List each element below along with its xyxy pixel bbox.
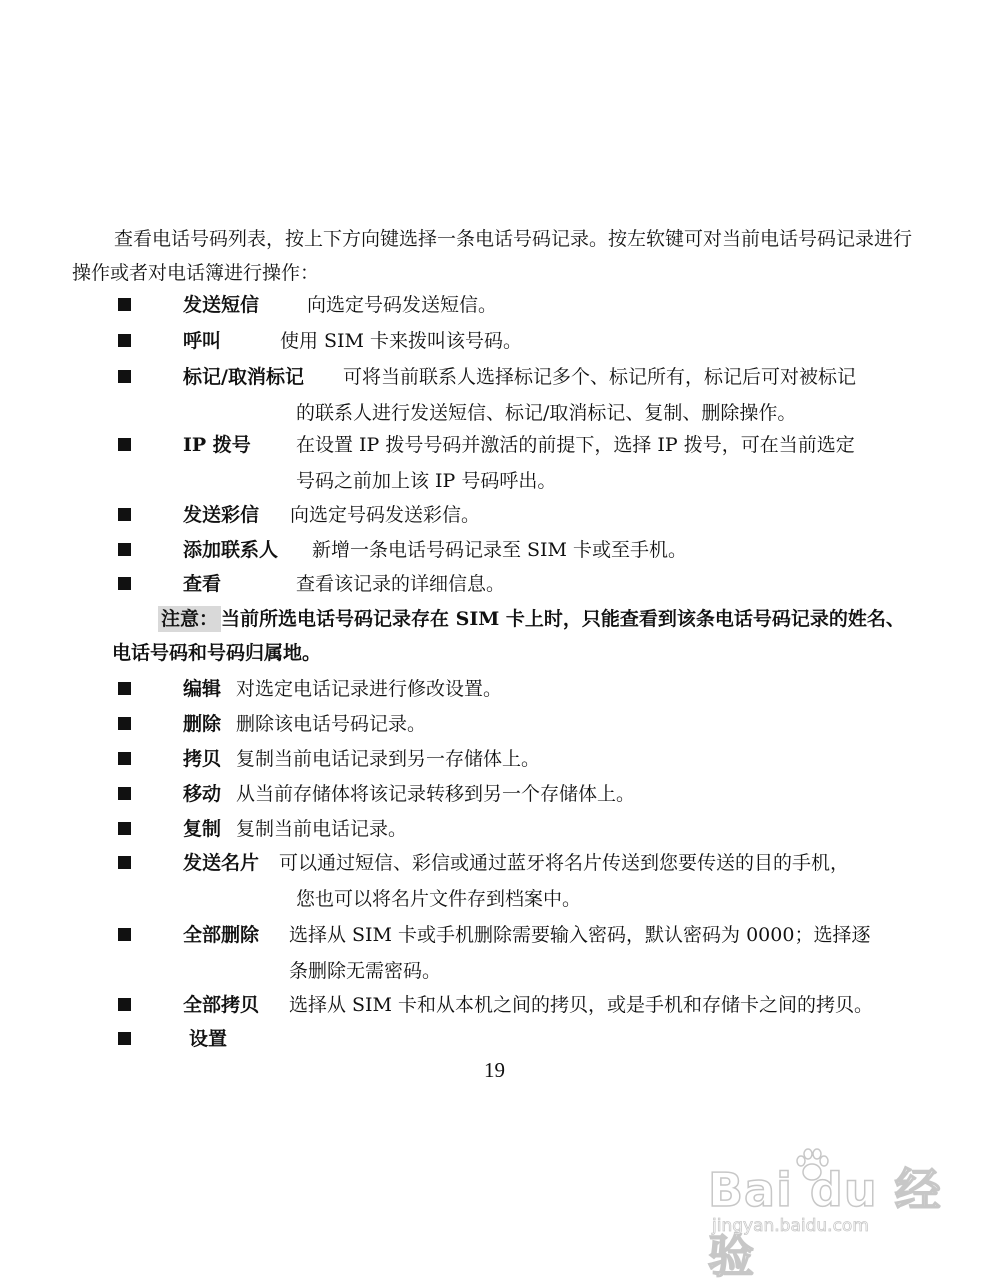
baidu-watermark [700, 1130, 960, 1283]
bullet-square [118, 717, 131, 730]
item-label: 编辑 [183, 678, 222, 700]
item-desc-line1: 在设置 IP 拨号号码并激活的前提下，选择 IP 拨号，可在当前选定 [296, 434, 855, 456]
bullet-square [118, 928, 131, 941]
item-label: 呼叫 [183, 330, 222, 352]
item-label: 拷贝 [183, 748, 222, 770]
bullet-square [118, 370, 131, 383]
note-tag: 注意： [158, 606, 221, 632]
item-label: 全部删除 [183, 924, 260, 946]
item-label: 发送名片 [183, 852, 260, 874]
item-desc: 删除该电话号码记录。 [236, 713, 427, 735]
item-desc: 从当前存储体将该记录转移到另一个存储体上。 [236, 783, 636, 805]
item-label: 删除 [183, 713, 222, 735]
item-label: IP 拨号 [183, 434, 251, 456]
bullet-square [118, 787, 131, 800]
bullet-square [118, 752, 131, 765]
item-label: 全部拷贝 [183, 994, 260, 1016]
bullet-square [118, 856, 131, 869]
item-desc: 使用 SIM 卡来拨叫该号码。 [280, 330, 523, 352]
page-number: 19 [484, 1058, 505, 1082]
bullet-square [118, 1032, 131, 1045]
item-desc: 对选定电话记录进行修改设置。 [236, 678, 503, 700]
item-desc-line2: 的联系人进行发送短信、标记/取消标记、复制、删除操作。 [296, 402, 797, 424]
item-label: 添加联系人 [183, 539, 279, 561]
intro-paragraph: 查看电话号码列表，按上下方向键选择一条电话号码记录。按左软键可对当前电话号码记录进行操作或者对电话簿进行操作： [72, 228, 913, 284]
bullet-square [118, 334, 131, 347]
item-label: 查看 [183, 573, 222, 595]
item-label: 移动 [183, 783, 222, 805]
bullet-square [118, 577, 131, 590]
note-paragraph [112, 602, 922, 670]
item-desc-line2: 条删除无需密码。 [289, 960, 442, 982]
item-desc-line1: 选择从 SIM 卡或手机删除需要输入密码，默认密码为 0000；选择逐 [289, 924, 871, 946]
bullet-square [118, 998, 131, 1011]
item-desc: 向选定号码发送短信。 [307, 294, 498, 316]
bullet-square [118, 682, 131, 695]
item-desc-line2: 您也可以将名片文件存到档案中。 [296, 888, 582, 910]
item-desc: 复制当前电话记录。 [236, 818, 408, 840]
item-label: 发送彩信 [183, 504, 260, 526]
bullet-square [118, 298, 131, 311]
item-desc: 向选定号码发送彩信。 [290, 504, 481, 526]
note-text: 当前所选电话号码记录存在 SIM 卡上时，只能查看到该条电话号码记录的姓名、电话号码和号码归属地。 [112, 608, 905, 664]
item-desc-line1: 可将当前联系人选择标记多个、标记所有，标记后可对被标记 [343, 366, 857, 388]
watermark-brand: Bai du 经验 [708, 1163, 942, 1283]
bullet-square [118, 543, 131, 556]
item-desc-line2: 号码之前加上该 IP 号码呼出。 [296, 470, 557, 492]
item-label: 设置 [189, 1028, 228, 1050]
bullet-square [118, 438, 131, 451]
item-desc: 选择从 SIM 卡和从本机之间的拷贝，或是手机和存储卡之间的拷贝。 [289, 994, 874, 1016]
bullet-square [118, 822, 131, 835]
watermark-url: jingyan.baidu.com [712, 1216, 869, 1236]
item-label: 标记/取消标记 [183, 366, 304, 388]
item-label: 复制 [183, 818, 222, 840]
item-desc: 复制当前电话记录到另一存储体上。 [236, 748, 541, 770]
item-desc: 新增一条电话号码记录至 SIM 卡或至手机。 [312, 539, 688, 561]
item-desc-line1: 可以通过短信、彩信或通过蓝牙将名片传送到您要传送的目的手机， [279, 852, 850, 874]
bullet-square [118, 508, 131, 521]
item-label: 发送短信 [183, 294, 260, 316]
item-desc: 查看该记录的详细信息。 [296, 573, 506, 595]
